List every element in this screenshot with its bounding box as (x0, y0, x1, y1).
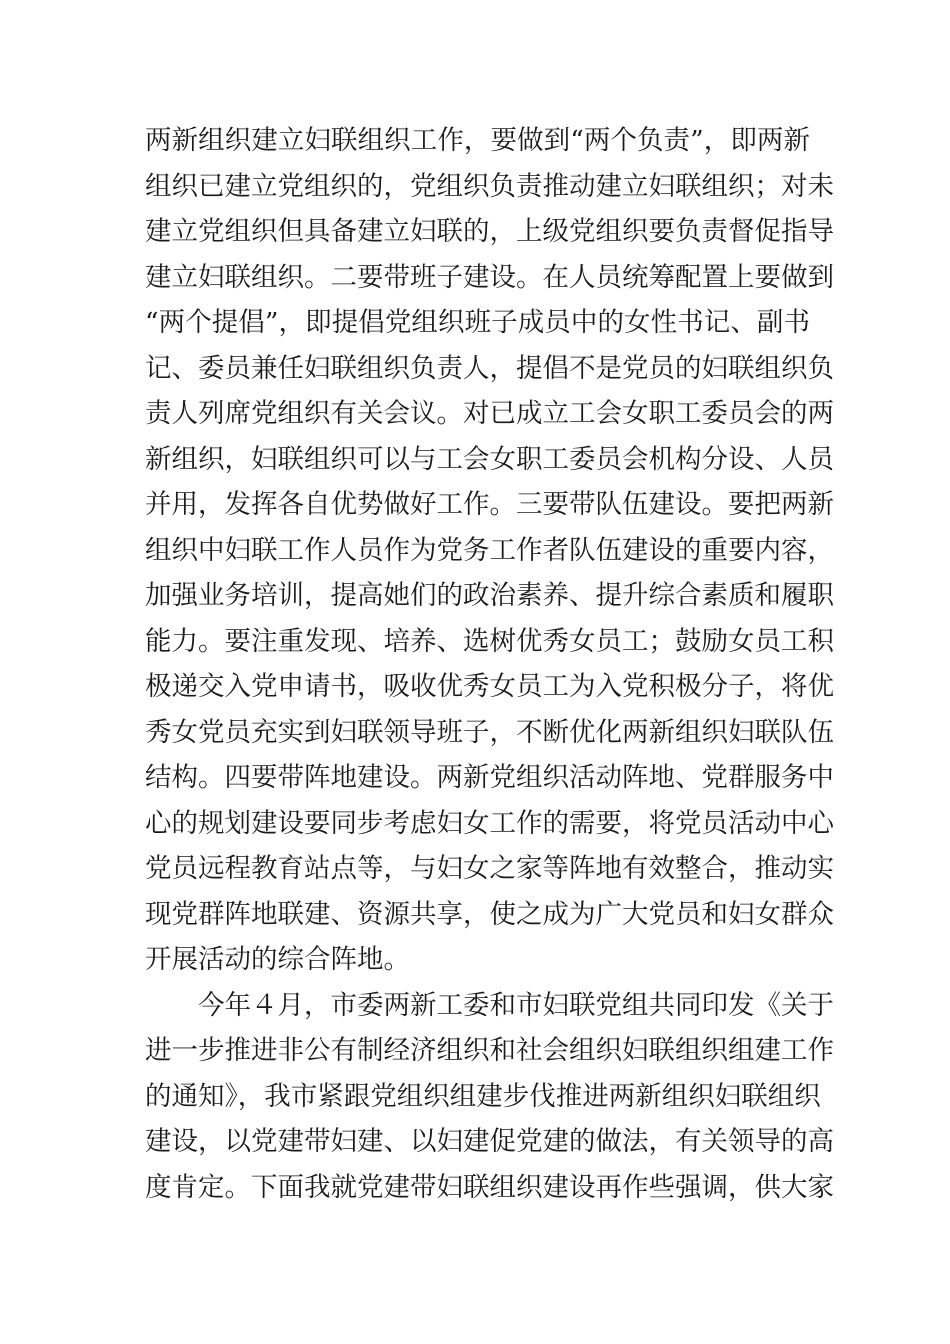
text-line: 现党群阵地联建、资源共享，使之成为广大党员和妇女群众 (145, 898, 834, 930)
text-line: 极递交入党申请书，吸收优秀女员工为入党积极分子，将优 (145, 671, 834, 702)
paragraph-2 (145, 983, 834, 1211)
text-line: 建立妇联组织。二要带班子建设。在人员统筹配置上要做到 (145, 261, 834, 293)
text-line: 并用，发挥各自优势做好工作。三要带队伍建设。要把两新 (145, 489, 834, 520)
text-line: 的通知》，我市紧跟党组织组建步伐推进两新组织妇联组织 (145, 1080, 821, 1112)
text-line: 新组织，妇联组织可以与工会女职工委员会机构分设、人员 (145, 443, 834, 475)
text-line: “两个提倡”，即提倡党组织班子成员中的女性书记、副书 (145, 307, 810, 338)
text-line: 党员远程教育站点等，与妇女之家等阵地有效整合，推动实 (145, 853, 834, 884)
text-line: 进一步推进非公有制经济组织和社会组织妇联组织组建工作 (145, 1035, 834, 1066)
text-line: 能力。要注重发现、培养、选树优秀女员工；鼓励女员工积 (145, 625, 834, 657)
text-line: 心的规划建设要同步考虑妇女工作的需要，将党员活动中心 (145, 807, 834, 839)
paragraph-1 (145, 118, 834, 983)
document-body (145, 118, 834, 1210)
text-line: 建立党组织但具备建立妇联的，上级党组织要负责督促指导 (145, 216, 834, 247)
text-line: 责人列席党组织有关会议。对已成立工会女职工委员会的两 (145, 398, 834, 429)
text-line: 组织中妇联工作人员作为党务工作者队伍建设的重要内容， (145, 534, 834, 566)
text-line: 秀女党员充实到妇联领导班子，不断优化两新组织妇联队伍 (145, 716, 834, 748)
text-line: 结构。四要带阵地建设。两新党组织活动阵地、党群服务中 (145, 762, 834, 793)
text-line: 建设，以党建带妇建、以妇建促党建的做法，有关领导的高 (145, 1126, 834, 1157)
text-line: 组织已建立党组织的，党组织负责推动建立妇联组织；对未 (145, 170, 834, 202)
text-line: 今年４月，市委两新工委和市妇联党组共同印发《关于 (198, 989, 834, 1021)
text-line: 加强业务培训，提高她们的政治素养、提升综合素质和履职 (145, 580, 834, 611)
text-line: 度肯定。下面我就党建带妇联组织建设再作些强调，供大家 (145, 1171, 834, 1203)
text-line: 开展活动的综合阵地。 (145, 944, 410, 975)
text-line: 两新组织建立妇联组织工作，要做到“两个负责”，即两新 (145, 125, 810, 156)
text-line: 记、委员兼任妇联组织负责人，提倡不是党员的妇联组织负 (145, 352, 834, 384)
